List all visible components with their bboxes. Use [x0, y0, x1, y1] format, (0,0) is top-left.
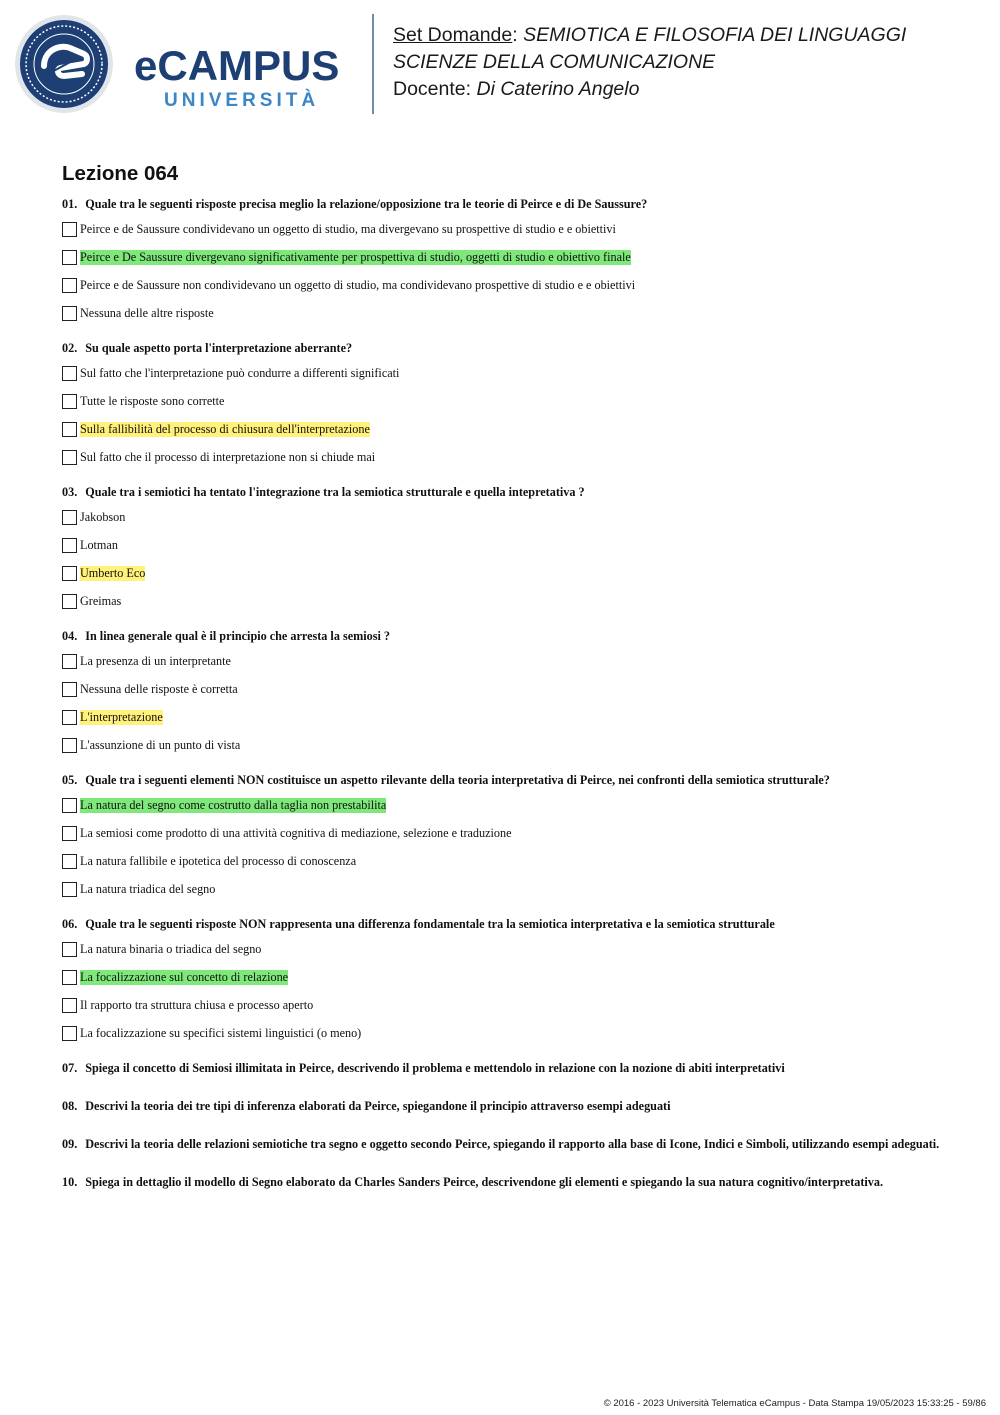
- question-10: [62, 1175, 942, 1189]
- question-text: [62, 197, 942, 211]
- answer-text: Jakobson: [80, 510, 126, 524]
- question-label: Spiega in dettaglio il modello di Segno elaborato da Charles Sanders Peirce, descrivendone gli elementi e spiegando la sua natura cognitivo/interpretativa.: [85, 1175, 884, 1189]
- answer-text: L'assunzione di un punto di vista: [80, 738, 241, 752]
- answer-text: La presenza di un interpretante: [80, 654, 231, 668]
- answer-text: Lotman: [80, 538, 118, 552]
- answer-option[interactable]: [62, 852, 942, 871]
- answer-text: Sul fatto che l'interpretazione può condurre a differenti significati: [80, 366, 400, 380]
- checkbox[interactable]: [62, 510, 77, 525]
- question-09: [62, 1137, 942, 1151]
- answer-option[interactable]: [62, 708, 942, 727]
- answer-option[interactable]: [62, 968, 942, 987]
- course-line: [393, 49, 906, 76]
- answer-option[interactable]: [62, 1024, 942, 1043]
- checkbox[interactable]: [62, 450, 77, 465]
- page-footer: © 2016 - 2023 Università Telematica eCampus - Data Stampa 19/05/2023 15:33:25 - 59/86: [603, 1398, 986, 1409]
- answer-option[interactable]: [62, 304, 942, 323]
- question-text: [62, 1137, 942, 1151]
- set-line: Set Domande: SEMIOTICA E FILOSOFIA DEI LINGUAGGI: [393, 24, 907, 46]
- answer-option[interactable]: [62, 536, 942, 555]
- question-text: [62, 1061, 942, 1075]
- logo-graphic: [14, 14, 359, 116]
- question-text: [62, 341, 942, 355]
- question-text: [62, 629, 942, 643]
- answer-option[interactable]: [62, 940, 942, 959]
- checkbox[interactable]: [62, 970, 77, 985]
- answer-option[interactable]: [62, 996, 942, 1015]
- teacher-name: Di Caterino Angelo: [476, 78, 640, 100]
- question-label: Spiega il concetto di Semiosi illimitata in Peirce, descrivendo il problema e mettendolo in relazione con la nozione di abiti interpretativi: [85, 1061, 785, 1075]
- answer-option[interactable]: [62, 448, 942, 467]
- answer-option[interactable]: [62, 276, 942, 295]
- question-number: 07.: [62, 1061, 78, 1075]
- question-label: Quale tra i semiotici ha tentato l'integrazione tra la semiotica strutturale e quella intepretativa ?: [85, 485, 585, 499]
- answer-option[interactable]: [62, 420, 942, 439]
- question-number: 03.: [62, 485, 78, 499]
- checkbox[interactable]: [62, 566, 77, 581]
- question-number: 09.: [62, 1137, 78, 1151]
- checkbox[interactable]: [62, 306, 77, 321]
- answer-text: Sulla fallibilità del processo di chiusura dell'interpretazione: [80, 422, 370, 436]
- question-label: Quale tra le seguenti risposte NON rappresenta una differenza fondamentale tra la semiotica interpretativa e la semiotica strutturale: [85, 917, 775, 931]
- answer-option[interactable]: [62, 220, 942, 239]
- question-06: [62, 917, 942, 1043]
- question-label: Su quale aspetto porta l'interpretazione aberrante?: [85, 341, 353, 355]
- answer-option[interactable]: [62, 796, 942, 815]
- answer-text: Umberto Eco: [80, 566, 146, 580]
- checkbox[interactable]: [62, 538, 77, 553]
- question-text: [62, 485, 942, 499]
- checkbox[interactable]: [62, 654, 77, 669]
- checkbox[interactable]: [62, 710, 77, 725]
- question-text: [62, 1175, 942, 1189]
- question-label: Quale tra le seguenti risposte precisa meglio la relazione/opposizione tra le teorie di Peirce e di De Saussure?: [85, 197, 648, 211]
- answer-text: Il rapporto tra struttura chiusa e processo aperto: [80, 998, 314, 1012]
- answer-option[interactable]: [62, 592, 942, 611]
- answer-option[interactable]: [62, 880, 942, 899]
- answer-text: La focalizzazione su specifici sistemi linguistici (o meno): [80, 1026, 362, 1040]
- answer-option[interactable]: [62, 392, 942, 411]
- checkbox[interactable]: [62, 278, 77, 293]
- checkbox[interactable]: [62, 798, 77, 813]
- page-header: [0, 0, 1000, 130]
- question-label: In linea generale qual è il principio che arresta la semiosi ?: [85, 629, 391, 643]
- checkbox[interactable]: [62, 222, 77, 237]
- checkbox[interactable]: [62, 422, 77, 437]
- question-07: [62, 1061, 942, 1075]
- answer-option[interactable]: [62, 364, 942, 383]
- checkbox[interactable]: [62, 826, 77, 841]
- answer-option[interactable]: [62, 680, 942, 699]
- teacher-label: Docente: [393, 78, 466, 100]
- answer-option[interactable]: [62, 652, 942, 671]
- question-04: [62, 629, 942, 755]
- answer-text: L'interpretazione: [80, 710, 163, 724]
- answer-text: La natura triadica del segno: [80, 882, 216, 896]
- header-divider: [372, 14, 374, 114]
- course-name: SCIENZE DELLA COMUNICAZIONE: [393, 51, 716, 73]
- question-number: 08.: [62, 1099, 78, 1113]
- lesson-title: Lezione 064: [62, 162, 179, 185]
- checkbox[interactable]: [62, 366, 77, 381]
- answer-text: Tutte le risposte sono corrette: [80, 394, 225, 408]
- answer-text: Nessuna delle risposte è corretta: [80, 682, 238, 696]
- answer-option[interactable]: [62, 248, 942, 267]
- answer-text: Peirce e de Saussure condividevano un oggetto di studio, ma divergevano su prospettive di studio e e obiettivi: [80, 222, 616, 236]
- answer-text: Nessuna delle altre risposte: [80, 306, 214, 320]
- set-value: SEMIOTICA E FILOSOFIA DEI LINGUAGGI: [523, 24, 907, 46]
- set-label: Set Domande: [393, 24, 513, 46]
- answer-text: Sul fatto che il processo di interpretazione non si chiude mai: [80, 450, 376, 464]
- answer-text: La natura fallibile e ipotetica del processo di conoscenza: [80, 854, 357, 868]
- question-08: [62, 1099, 942, 1113]
- answer-option[interactable]: [62, 736, 942, 755]
- teacher-line: Docente: Di Caterino Angelo: [393, 78, 640, 100]
- answer-text: Peirce e de Saussure non condividevano un oggetto di studio, ma condividevano prospettive di studio e e obiettivi: [80, 278, 636, 292]
- checkbox[interactable]: [62, 998, 77, 1013]
- checkbox[interactable]: [62, 594, 77, 609]
- checkbox[interactable]: [62, 942, 77, 957]
- question-label: Quale tra i seguenti elementi NON costituisce un aspetto rilevante della teoria interpretativa di Peirce, nei confronti della semiotica strutturale?: [85, 773, 830, 787]
- question-text: [62, 917, 942, 931]
- checkbox[interactable]: [62, 738, 77, 753]
- question-01: [62, 197, 942, 323]
- question-number: 04.: [62, 629, 78, 643]
- question-number: 05.: [62, 773, 78, 787]
- question-02: [62, 341, 942, 467]
- logo-subtitle: UNIVERSITÀ: [164, 90, 320, 111]
- answer-text: Peirce e De Saussure divergevano significativamente per prospettiva di studio, oggetti di studio e obiettivo finale: [80, 250, 631, 264]
- answer-option[interactable]: [62, 824, 942, 843]
- question-number: 02.: [62, 341, 78, 355]
- checkbox[interactable]: [62, 854, 77, 869]
- question-number: 10.: [62, 1175, 78, 1189]
- answer-text: La natura binaria o triadica del segno: [80, 942, 262, 956]
- question-number: 06.: [62, 917, 78, 931]
- header-info: [393, 22, 906, 103]
- answer-text: La semiosi come prodotto di una attività cognitiva di mediazione, selezione e traduzione: [80, 826, 512, 840]
- ecampus-logo: [14, 14, 359, 121]
- checkbox[interactable]: [62, 394, 77, 409]
- checkbox[interactable]: [62, 250, 77, 265]
- question-label: Descrivi la teoria delle relazioni semiotiche tra segno e oggetto secondo Peirce, spiegando il rapporto alla base di Icone, Indici e Simboli, utilizzando esempi adeguati.: [85, 1137, 940, 1151]
- question-text: [62, 1099, 942, 1113]
- checkbox[interactable]: [62, 882, 77, 897]
- answer-text: La focalizzazione sul concetto di relazione: [80, 970, 289, 984]
- question-05: [62, 773, 942, 899]
- checkbox[interactable]: [62, 1026, 77, 1041]
- checkbox[interactable]: [62, 682, 77, 697]
- question-label: Descrivi la teoria dei tre tipi di inferenza elaborati da Peirce, spiegandone il principio attraverso esempi adeguati: [85, 1099, 671, 1113]
- answer-option[interactable]: [62, 508, 942, 527]
- answer-text: Greimas: [80, 594, 122, 608]
- question-list: [62, 197, 942, 1213]
- answer-text: La natura del segno come costrutto dalla taglia non prestabilita: [80, 798, 387, 812]
- question-number: 01.: [62, 197, 78, 211]
- question-text: [62, 773, 942, 787]
- logo-wordmark: eCAMPUS: [134, 42, 340, 89]
- answer-option[interactable]: [62, 564, 942, 583]
- question-03: [62, 485, 942, 611]
